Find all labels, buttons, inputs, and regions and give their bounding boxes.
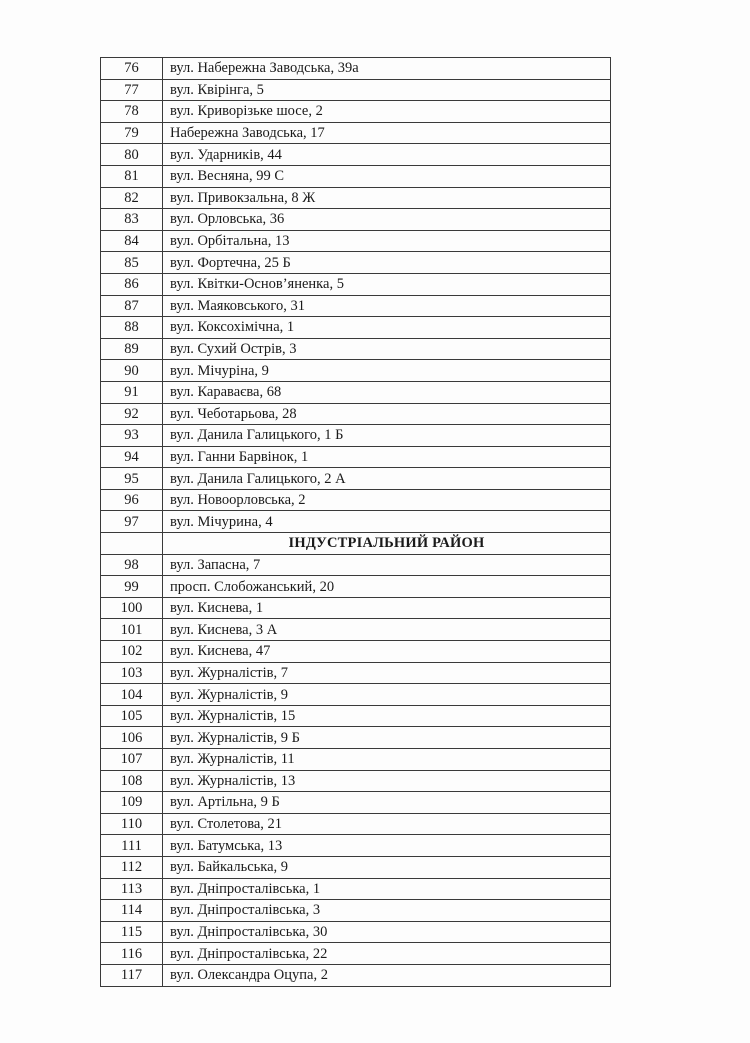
table-row bbox=[101, 338, 611, 360]
table-row bbox=[101, 835, 611, 857]
row-number: 84 bbox=[101, 230, 163, 252]
row-address: вул. Новоорловська, 2 bbox=[163, 489, 611, 511]
table-row bbox=[101, 446, 611, 468]
table-body-part1 bbox=[101, 58, 611, 533]
row-number: 107 bbox=[101, 749, 163, 771]
table-row bbox=[101, 705, 611, 727]
table-row bbox=[101, 597, 611, 619]
row-number: 101 bbox=[101, 619, 163, 641]
row-address: вул. Чеботарьова, 28 bbox=[163, 403, 611, 425]
table-row bbox=[101, 813, 611, 835]
row-address: вул. Мічурина, 4 bbox=[163, 511, 611, 533]
row-number: 108 bbox=[101, 770, 163, 792]
row-address: вул. Привокзальна, 8 Ж bbox=[163, 187, 611, 209]
table-row bbox=[101, 425, 611, 447]
table-row bbox=[101, 792, 611, 814]
row-number: 89 bbox=[101, 338, 163, 360]
table-row bbox=[101, 468, 611, 490]
row-number: 99 bbox=[101, 576, 163, 598]
table-row bbox=[101, 360, 611, 382]
row-number: 77 bbox=[101, 79, 163, 101]
row-address: вул. Криворізьке шосе, 2 bbox=[163, 101, 611, 123]
row-number: 96 bbox=[101, 489, 163, 511]
row-number: 106 bbox=[101, 727, 163, 749]
table-row bbox=[101, 252, 611, 274]
row-address: вул. Ганни Барвінок, 1 bbox=[163, 446, 611, 468]
section-title: ІНДУСТРІАЛЬНИЙ РАЙОН bbox=[163, 533, 611, 555]
row-address: вул. Столетова, 21 bbox=[163, 813, 611, 835]
row-number: 76 bbox=[101, 58, 163, 80]
row-number: 92 bbox=[101, 403, 163, 425]
row-number: 97 bbox=[101, 511, 163, 533]
row-address: вул. Журналістів, 7 bbox=[163, 662, 611, 684]
row-address: вул. Дніпросталівська, 1 bbox=[163, 878, 611, 900]
table-row bbox=[101, 749, 611, 771]
table-row bbox=[101, 554, 611, 576]
table-row bbox=[101, 187, 611, 209]
address-table bbox=[100, 57, 611, 987]
row-number: 111 bbox=[101, 835, 163, 857]
row-number: 104 bbox=[101, 684, 163, 706]
row-address: вул. Журналістів, 9 bbox=[163, 684, 611, 706]
table-row bbox=[101, 878, 611, 900]
table-row bbox=[101, 230, 611, 252]
row-number: 112 bbox=[101, 856, 163, 878]
table-row bbox=[101, 295, 611, 317]
row-address: вул. Сухий Острів, 3 bbox=[163, 338, 611, 360]
row-number: 85 bbox=[101, 252, 163, 274]
section-num-cell bbox=[101, 533, 163, 555]
row-number: 87 bbox=[101, 295, 163, 317]
row-number: 94 bbox=[101, 446, 163, 468]
row-number: 114 bbox=[101, 900, 163, 922]
row-number: 88 bbox=[101, 317, 163, 339]
row-address: вул. Орловська, 36 bbox=[163, 209, 611, 231]
table-row bbox=[101, 209, 611, 231]
table-row bbox=[101, 101, 611, 123]
row-address: вул. Набережна Заводська, 39а bbox=[163, 58, 611, 80]
row-number: 113 bbox=[101, 878, 163, 900]
row-address: вул. Дніпросталівська, 30 bbox=[163, 921, 611, 943]
row-number: 82 bbox=[101, 187, 163, 209]
row-address: вул. Журналістів, 13 bbox=[163, 770, 611, 792]
row-address: вул. Журналістів, 9 Б bbox=[163, 727, 611, 749]
table-row bbox=[101, 489, 611, 511]
table-row bbox=[101, 662, 611, 684]
table-row bbox=[101, 684, 611, 706]
section-header bbox=[101, 533, 611, 555]
row-address: вул. Ударників, 44 bbox=[163, 144, 611, 166]
table-row bbox=[101, 317, 611, 339]
row-number: 78 bbox=[101, 101, 163, 123]
row-address: вул. Весняна, 99 С bbox=[163, 165, 611, 187]
table-row bbox=[101, 122, 611, 144]
table-row bbox=[101, 381, 611, 403]
table-row bbox=[101, 403, 611, 425]
row-number: 100 bbox=[101, 597, 163, 619]
table-row bbox=[101, 619, 611, 641]
table-row bbox=[101, 770, 611, 792]
table-row bbox=[101, 58, 611, 80]
row-number: 110 bbox=[101, 813, 163, 835]
row-number: 103 bbox=[101, 662, 163, 684]
table-body-part2 bbox=[101, 554, 611, 986]
row-address: вул. Киснева, 1 bbox=[163, 597, 611, 619]
table-row bbox=[101, 900, 611, 922]
table-row bbox=[101, 165, 611, 187]
row-number: 98 bbox=[101, 554, 163, 576]
table-row bbox=[101, 641, 611, 663]
row-number: 93 bbox=[101, 425, 163, 447]
row-number: 109 bbox=[101, 792, 163, 814]
table-row bbox=[101, 576, 611, 598]
row-address: вул. Маяковського, 31 bbox=[163, 295, 611, 317]
row-address: вул. Байкальська, 9 bbox=[163, 856, 611, 878]
row-address: вул. Киснева, 3 А bbox=[163, 619, 611, 641]
row-number: 116 bbox=[101, 943, 163, 965]
row-address: вул. Олександра Оцупа, 2 bbox=[163, 964, 611, 986]
table-row bbox=[101, 921, 611, 943]
table-row bbox=[101, 856, 611, 878]
row-address: вул. Журналістів, 11 bbox=[163, 749, 611, 771]
table-row bbox=[101, 273, 611, 295]
section-row bbox=[101, 533, 611, 555]
row-address: вул. Запасна, 7 bbox=[163, 554, 611, 576]
row-address: просп. Слобожанський, 20 bbox=[163, 576, 611, 598]
table-row bbox=[101, 511, 611, 533]
row-number: 83 bbox=[101, 209, 163, 231]
row-number: 81 bbox=[101, 165, 163, 187]
row-address: вул. Караваєва, 68 bbox=[163, 381, 611, 403]
table-row bbox=[101, 727, 611, 749]
row-number: 115 bbox=[101, 921, 163, 943]
row-address: вул. Квірінга, 5 bbox=[163, 79, 611, 101]
row-number: 79 bbox=[101, 122, 163, 144]
row-address: вул. Батумська, 13 bbox=[163, 835, 611, 857]
row-number: 86 bbox=[101, 273, 163, 295]
row-address: вул. Дніпросталівська, 22 bbox=[163, 943, 611, 965]
row-address: вул. Орбітальна, 13 bbox=[163, 230, 611, 252]
row-number: 90 bbox=[101, 360, 163, 382]
row-address: вул. Данила Галицького, 1 Б bbox=[163, 425, 611, 447]
table-row bbox=[101, 964, 611, 986]
row-address: вул. Артільна, 9 Б bbox=[163, 792, 611, 814]
row-address: Набережна Заводська, 17 bbox=[163, 122, 611, 144]
row-number: 91 bbox=[101, 381, 163, 403]
table-row bbox=[101, 943, 611, 965]
row-address: вул. Квітки-Основ’яненка, 5 bbox=[163, 273, 611, 295]
table-row bbox=[101, 79, 611, 101]
row-address: вул. Данила Галицького, 2 А bbox=[163, 468, 611, 490]
table-row bbox=[101, 144, 611, 166]
row-address: вул. Коксохімічна, 1 bbox=[163, 317, 611, 339]
row-address: вул. Журналістів, 15 bbox=[163, 705, 611, 727]
row-address: вул. Фортечна, 25 Б bbox=[163, 252, 611, 274]
row-number: 80 bbox=[101, 144, 163, 166]
row-number: 95 bbox=[101, 468, 163, 490]
row-number: 117 bbox=[101, 964, 163, 986]
row-number: 105 bbox=[101, 705, 163, 727]
row-address: вул. Мічуріна, 9 bbox=[163, 360, 611, 382]
row-number: 102 bbox=[101, 641, 163, 663]
row-address: вул. Киснева, 47 bbox=[163, 641, 611, 663]
row-address: вул. Дніпросталівська, 3 bbox=[163, 900, 611, 922]
